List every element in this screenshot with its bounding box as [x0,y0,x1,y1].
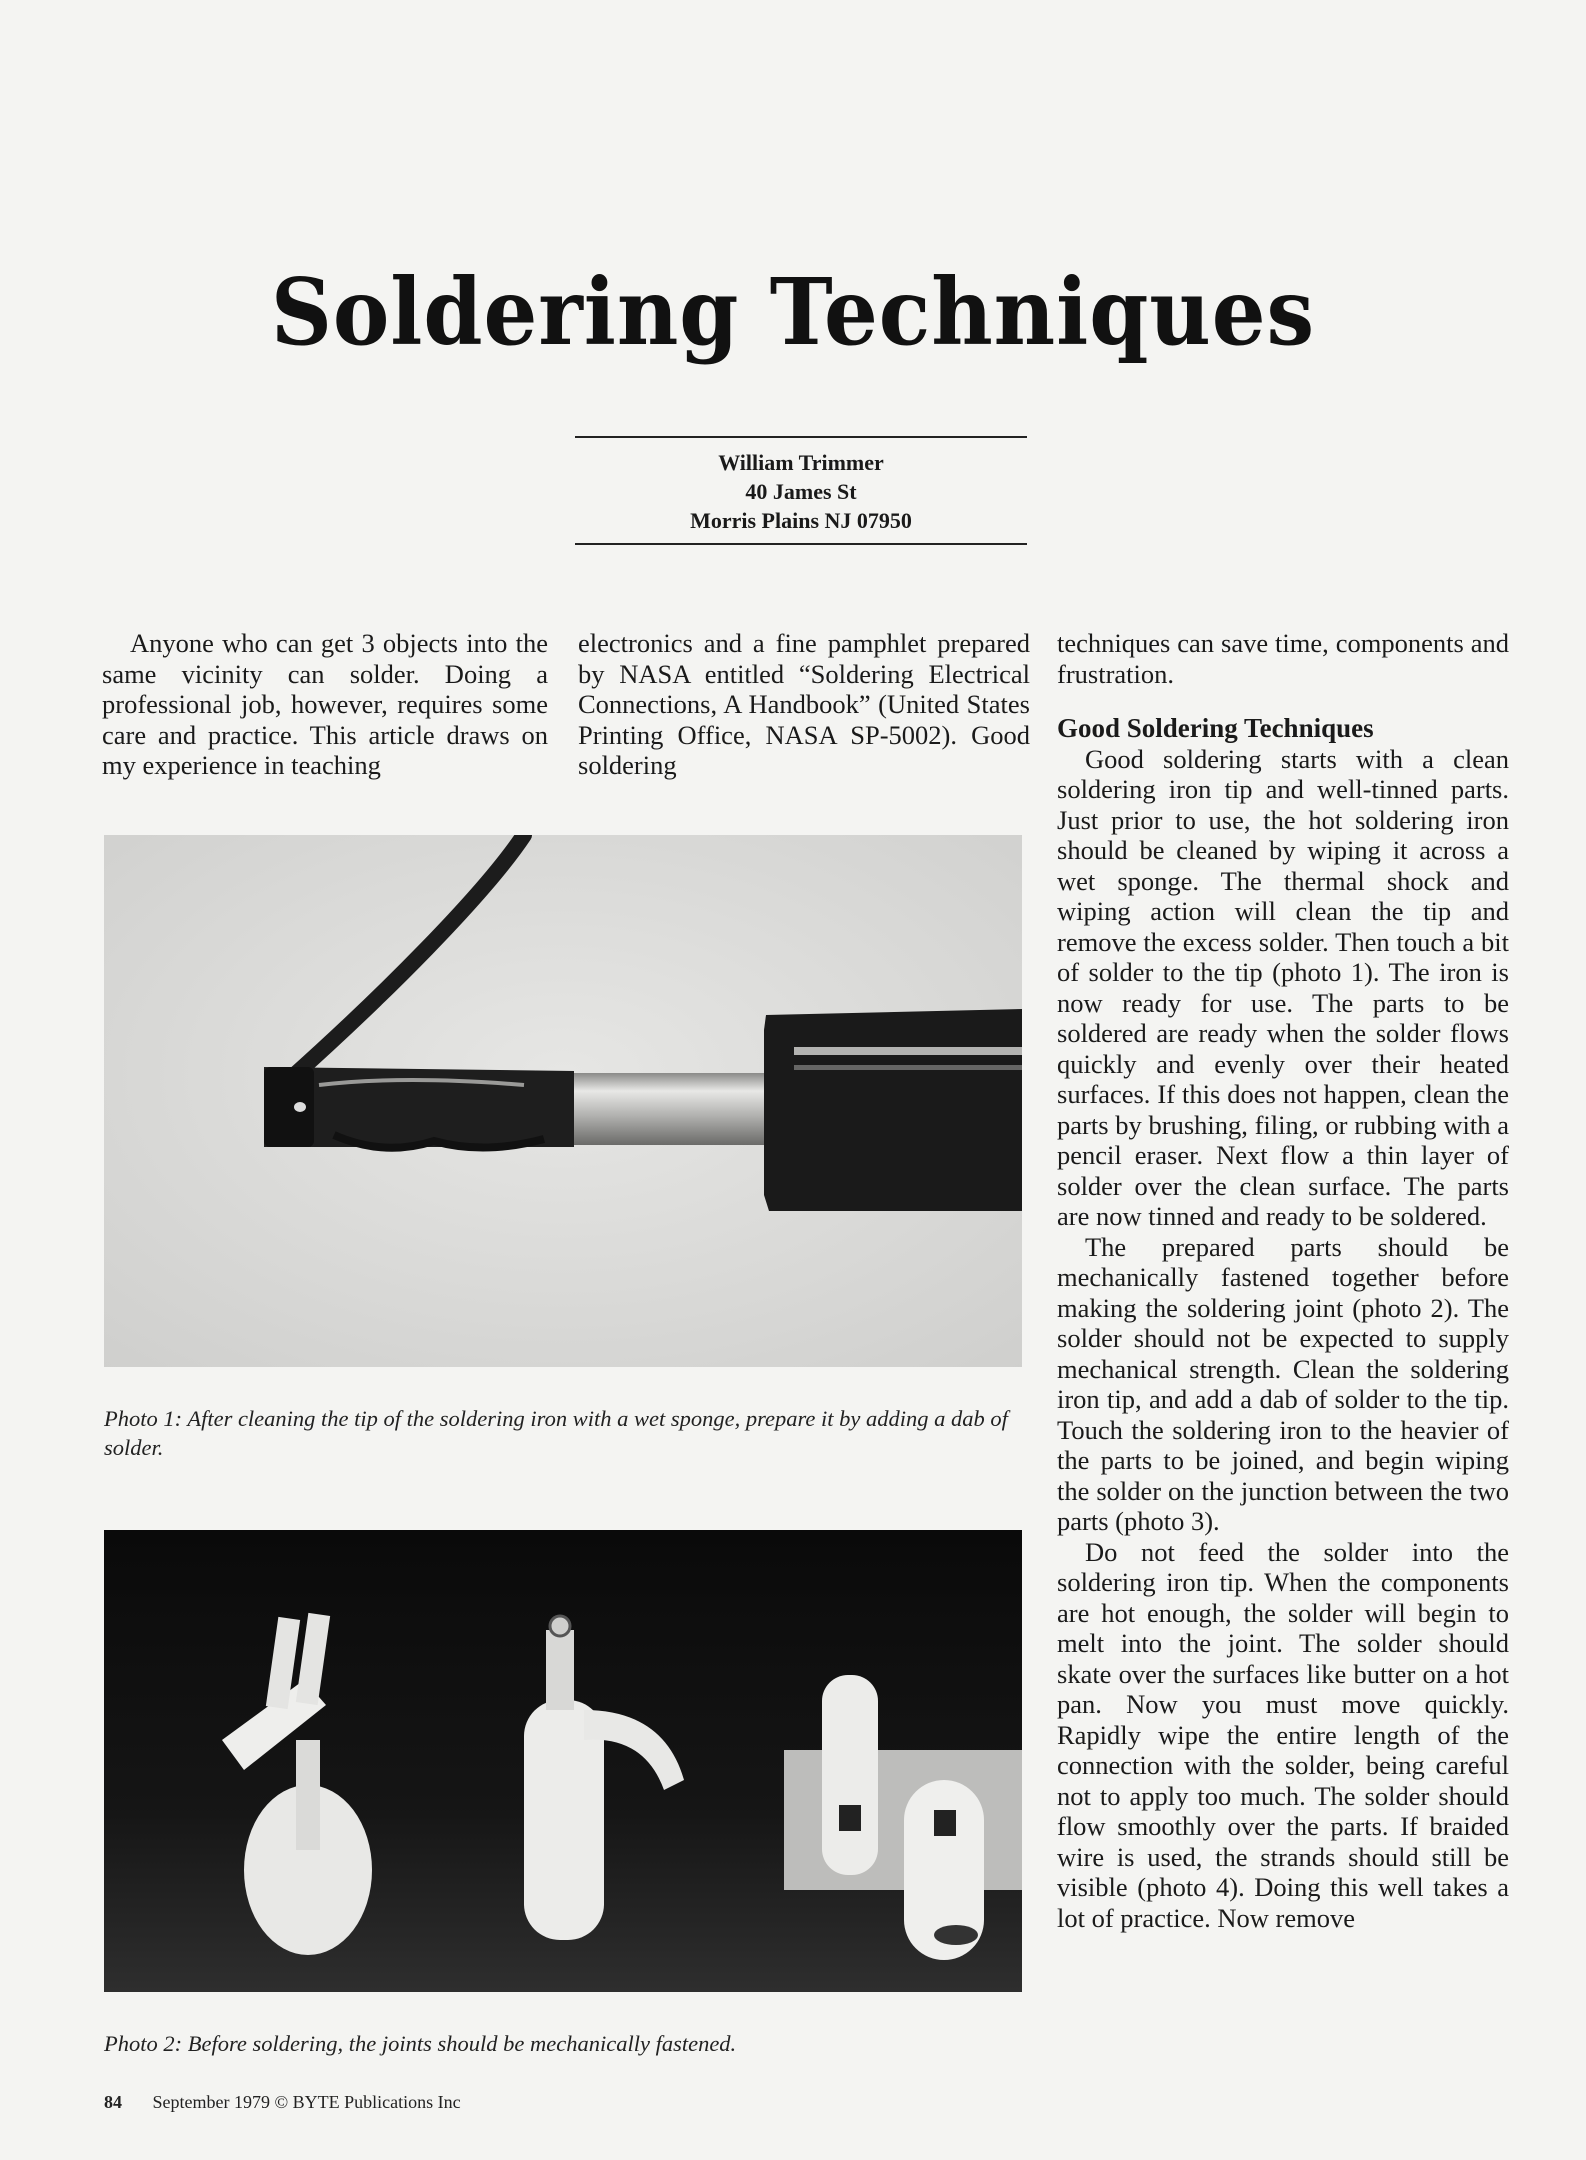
text-column-3 [1057,628,1509,1933]
photo-1-caption: Photo 1: After cleaning the tip of the soldering iron with a wet sponge, prepare it by adding a dab of solder. [104,1406,1008,1460]
text-column-1 [102,628,548,781]
section-heading: Good Soldering Techniques [1057,713,1374,743]
paragraph: electronics and a fine pamphlet prepared by NASA entitled “Soldering Electrical Connections, A Handbook” (United States Printing Office, NASA SP-5002). Good soldering [578,628,1030,780]
fastened-joints-image [104,1530,1022,1992]
author-name: William Trimmer [718,450,884,475]
publication-credit: September 1979 © BYTE Publications Inc [152,2092,461,2112]
photo-soldering-iron-tip [104,835,1022,1367]
author-byline [575,436,1027,545]
article-title: Soldering Techniques [270,258,1316,366]
paragraph: techniques can save time, components and frustration. [1057,628,1509,689]
paragraph: Anyone who can get 3 objects into the same vicinity can solder. Doing a professional job, however, requires some care and practice. This article draws on my experience in teaching [102,628,548,780]
page-footer [104,2092,461,2113]
text-column-2 [578,628,1030,781]
paragraph: Do not feed the solder into the soldering iron tip. When the components are hot enough, the solder will begin to melt into the joint. The solder should skate over the surfaces like butter on a hot pan. Now you must move quickly. Rapidly wipe the entire length of the connection with the solder, being careful not to apply too much. The solder should flow smoothly over the parts. If braided wire is used, the strands should still be visible (photo 4). Doing this well takes a lot of practice. Now remove [1057,1536,1509,1933]
paragraph: Good soldering starts with a clean soldering iron tip and well-tinned parts. Just prior to use, the hot soldering iron should be cleaned by wiping it across a wet sponge. The thermal shock and wiping action will clean the tip and remove the excess solder. Then touch a bit of solder to the tip (photo 1). The iron is now ready for use. The parts to be soldered are ready when the solder flows quickly and evenly over their heated surfaces. If this does not happen, clean the parts by brushing, filing, or rubbing with a pencil eraser. Next flow a thin layer of solder over the clean surface. The parts are now tinned and ready to be soldered. [1057,743,1509,1231]
photo-fastened-joints [104,1530,1022,1992]
paragraph: The prepared parts should be mechanically fastened together before making the soldering joint (photo 2). The solder should not be expected to supply mechanical strength. Clean the soldering iron tip, and add a dab of solder to the tip. Touch the soldering iron to the heavier of the parts to be joined, and begin wiping the solder on the junction between the two parts (photo 3). [1057,1231,1509,1536]
soldering-iron-image [104,835,1022,1367]
photo-2-caption: Photo 2: Before soldering, the joints should be mechanically fastened. [104,2031,737,2056]
author-street: 40 James St [745,479,857,504]
author-city: Morris Plains NJ 07950 [690,508,912,533]
page-number: 84 [104,2092,122,2112]
